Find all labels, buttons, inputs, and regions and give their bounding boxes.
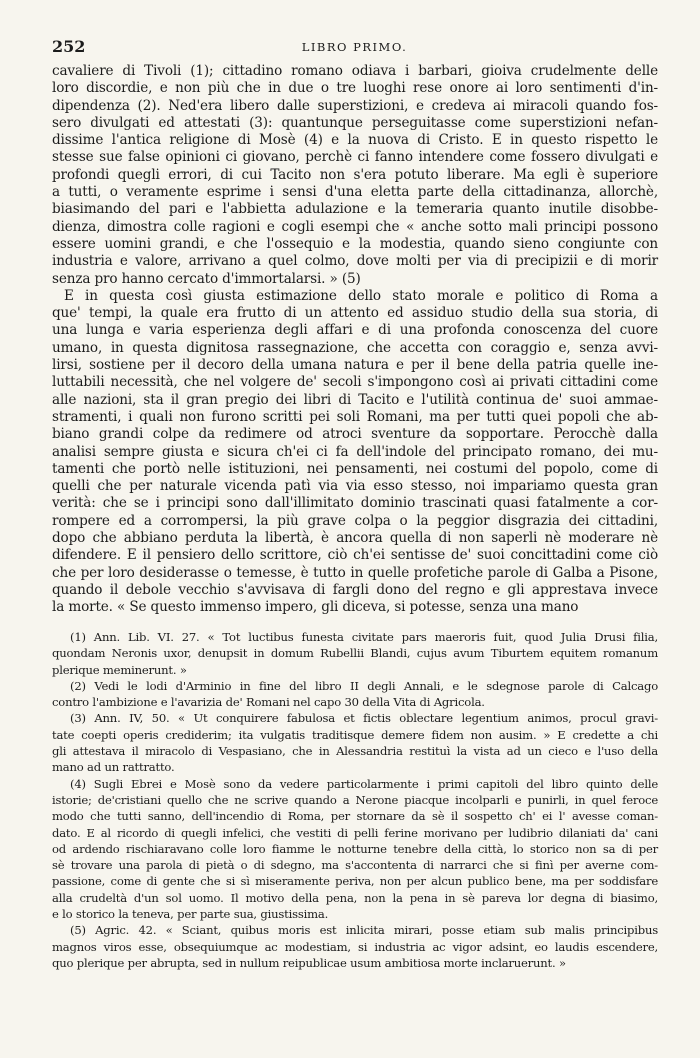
text-line: quelli che per naturale vicenda patì via via esso stesso, noi impariamo questa gran (52, 478, 658, 495)
footnote-line: mano ad un rattratto. (52, 760, 175, 775)
running-title: LIBRO PRIMO. (301, 40, 408, 54)
footnote (52, 710, 658, 775)
footnote-line: istorie; de'cristiani quello che ne scrive quando a Nerone piacque incolparli e punirli, in quel feroce (52, 792, 658, 807)
footnote (52, 776, 658, 923)
text-line: sero divulgati ed attestati (3): quantunque perseguitasse come superstizioni nefan- (52, 114, 658, 131)
footnote-line: tate coepti operis crediderim; ita vulgatis traditisque demere fidem non ausim. » E credette a chi (52, 727, 658, 742)
text-line: senza pro hanno cercato d'immortalarsi. » (5) (52, 270, 361, 287)
text-line: la morte. « Se questo immenso impero, gli diceva, si potesse, senza una mano (52, 599, 579, 616)
footnote-line: passione, come di gente che si sì miseramente periva, non per alcun publico bene, ma per soddisfare (52, 874, 658, 889)
text-line: verità: che se i principi sono dall'illimitato dominio trascinati quasi fatalmente a cor- (52, 495, 658, 512)
text-line: biasimando del pari e l'abbietta adulazione e la temeraria quanto inutile disobbe- (52, 201, 658, 218)
text-line: dienza, dimostra colle ragioni e cogli esempi che « anche sotto mali principi possono (52, 218, 658, 235)
text-line: rompere ed a corrompersi, la più grave colpa o la peggior disgrazia dei cittadini, (52, 512, 658, 529)
footnote-line: (2) Vedi le lodi d'Arminio in fine del libro II degli Annali, e le sdegnose parole di Calcago (70, 678, 658, 693)
text-line: dissime l'antica religione di Mosè (4) e la nuova di Cristo. E in questo rispetto le (52, 132, 658, 149)
text-line: analisi sempre giusta e sicura ch'ei ci fa dell'indole del principato romano, dei mu- (52, 443, 658, 460)
footnote-line: (1) Ann. Lib. VI. 27. « Tot luctibus funesta civitate pars maeroris fuit, quod Julia Drusi filia, (70, 630, 658, 644)
page-header (52, 37, 657, 59)
text-line: difendere. E il pensiero dello scrittore, ciò ch'ei sentisse de' suoi concittadini come ciò (52, 547, 658, 564)
footnote (52, 629, 658, 678)
footnote-line: e lo storico la teneva, per parte sua, giustissima. (52, 907, 329, 922)
footnote-line: (4) Sugli Ebrei e Mosè sono da vedere particolarmente i primi capitoli del libro quinto delle (70, 776, 658, 791)
text-line: que' tempi, la quale era frutto di un attento ed assiduo studio della sua storia, di (52, 305, 658, 322)
page-number: 252 (52, 37, 86, 56)
text-line: industria e valore, arrivano a quel colmo, dove molti per via di precipizii e di morir (52, 253, 658, 270)
text-line: loro discordie, e non più che in due o tre luoghi rese onore ai loro sentimenti d'in- (52, 80, 658, 97)
text-line: che per loro desiderasse o temesse, è tutto in quelle profetiche parole di Galba a Pisone, (52, 564, 658, 581)
footnote-line: gli attestava il miracolo di Vespasiano, che in Alessandria restituì la vista ad un cieco e l'uso della (52, 744, 658, 759)
text-line: E in questa così giusta estimazione dello stato morale e politico di Roma a (64, 287, 658, 304)
text-line: tamenti che portò nelle istituzioni, nei pensamenti, nei costumi del popolo, come di (52, 460, 658, 477)
text-line: cavaliere di Tivoli (1); cittadino romano odiava i barbari, gioiva crudelmente delle (52, 63, 658, 79)
footnote-line: modo che tutti sanno, dell'incendio di Roma, per stornare da sè il sospetto ch' ei l' avesse coman- (52, 809, 658, 824)
text-line: luttabili necessità, che nel volgere de' secoli s'impongono così ai privati cittadini come (52, 374, 658, 391)
text-line: stesse sue false opinioni ci giovano, perchè ci fanno intendere come fossero divulgati e (52, 149, 658, 166)
footnote (52, 678, 658, 711)
footnote-line: alla crudeltà d'un sol uomo. Il motivo della pena, non la pena in sè pareva lor degna di biasimo, (52, 890, 658, 905)
footnote-line: od ardendo rischiaravano colle loro fiamme le notturne tenebre della città, lo storico non sa di per (52, 841, 658, 856)
text-line: lirsi, sostiene per il decoro della umana natura e per il bene della patria quelle ine- (52, 357, 658, 374)
footnote-line: quondam Neronis uxor, denupsit in domum Rubellii Blandi, cujus avum Tiburtem equitem romanum (52, 646, 658, 661)
main-text (52, 63, 658, 617)
text-line: quando il debole vecchio s'avvisava di fargli dono del regno e gli apprestava invece (52, 581, 658, 598)
footnote (52, 922, 658, 971)
footnote-line: sè trovare una parola di pietà o di sdegno, ma s'accontenta di narrarci che si finì per averne com- (52, 858, 658, 873)
text-line: una lunga e varia esperienza degli affari e di una profonda conoscenza del cuore (52, 322, 658, 339)
text-line: profondi quegli errori, di cui Tacito non s'era potuto liberare. Ma egli è superiore (52, 166, 658, 183)
footnote-line: contro l'ambizione e l'avarizia de' Romani nel capo 30 della Vita di Agricola. (52, 695, 485, 710)
text-line: a tutti, o veramente esprime i sensi d'una eletta parte della cittadinanza, allorchè, (52, 184, 658, 201)
text-line: stramenti, i quali non furono scritti pei soli Romani, ma per tutti quei popoli che ab- (52, 408, 658, 425)
footnote-line: dato. E al ricordo di quegli infelici, che vestiti di pelli ferine morivano per ludibrio dilaniati da' cani (52, 825, 658, 840)
text-line: alle nazioni, sta il gran pregio dei libri di Tacito e l'utilità continua de' suoi ammae- (52, 391, 658, 408)
footnote-line: (5) Agric. 42. « Sciant, quibus moris est inlicita mirari, posse etiam sub malis principibus (70, 923, 658, 938)
text-line: biano grandi colpe da redimere od atroci sventure da sopportare. Perocchè dalla (52, 426, 658, 443)
text-line: dopo che abbiano perduta la libertà, è ancora quella di non saperli nè moderare nè (52, 530, 658, 547)
text-line: essere uomini grandi, e che l'ossequio e la modestia, quando sieno congiunte con (52, 235, 658, 252)
text-line: umano, in questa dignitosa rassegnazione, che accetta con coraggio e, senza avvi- (52, 339, 658, 356)
footnote-line: quo plerique per abrupta, sed in nullum reipublicae usum ambitiosa morte inclaruerunt. » (52, 955, 566, 970)
footnote-line: (3) Ann. IV, 50. « Ut conquirere fabulosa et fictis oblectare legentium animos, procul gravi- (70, 711, 658, 726)
text-line: dipendenza (2). Ned'era libero dalle superstizioni, e credeva ai miracoli quando fos- (52, 97, 658, 114)
footnotes (52, 629, 658, 971)
footnote-line: plerique meminerunt. » (52, 662, 187, 677)
footnote-line: magnos viros esse, obsequiumque ac modestiam, si industria ac vigor adsint, eo laudis escendere, (52, 939, 658, 954)
